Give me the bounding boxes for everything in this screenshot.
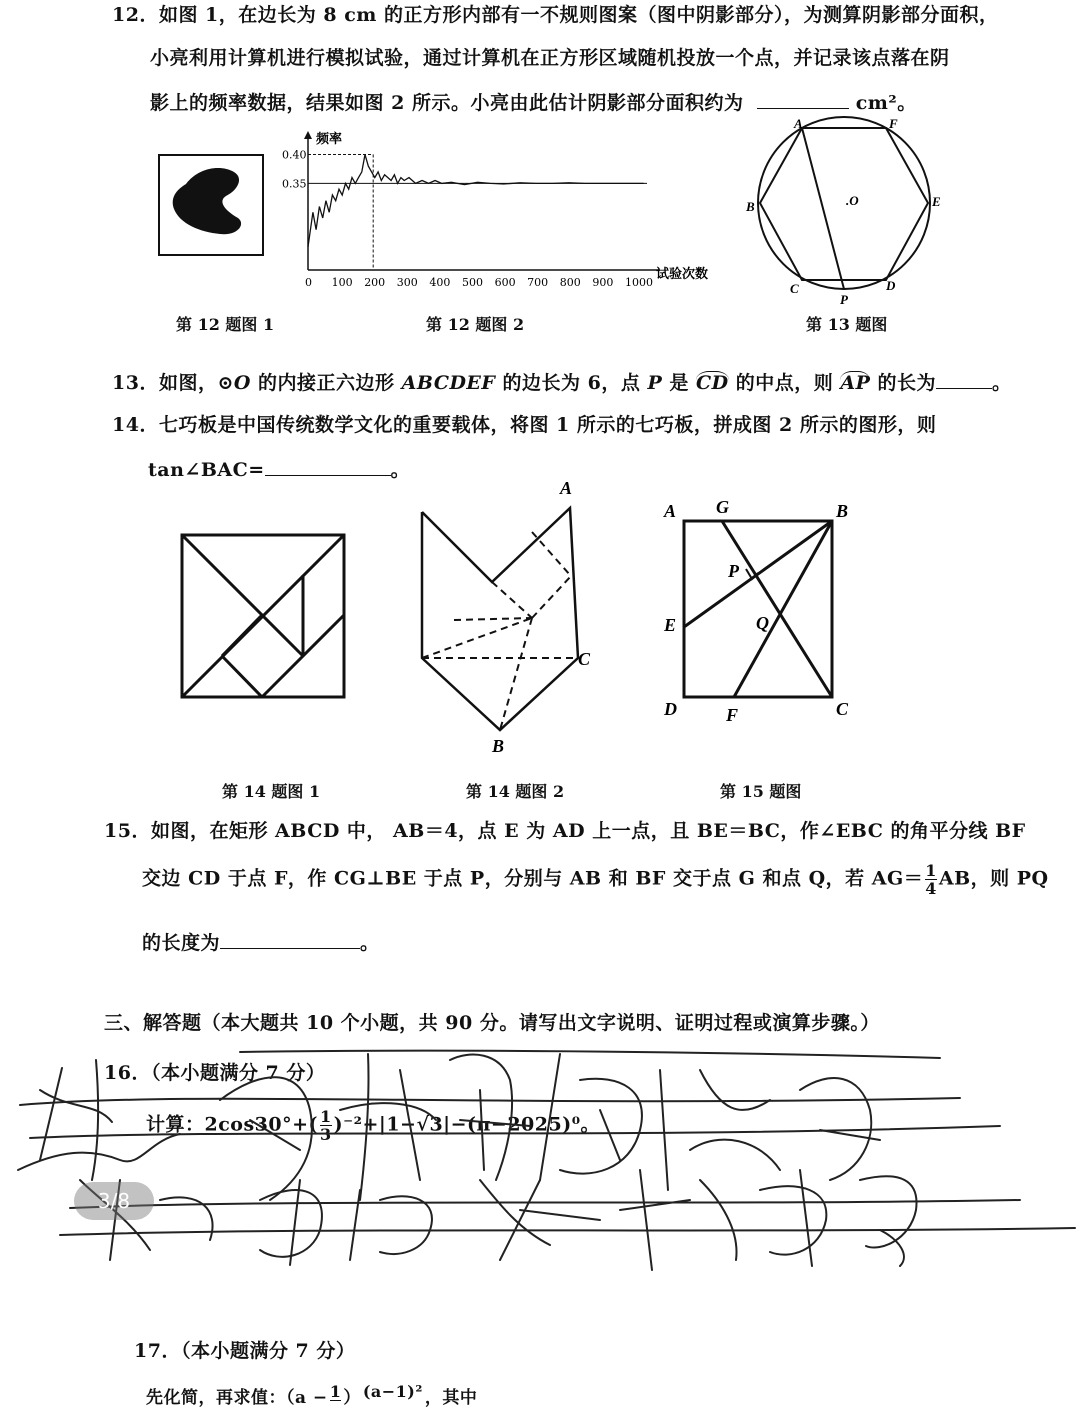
label-C: C [578, 649, 591, 669]
x-tick-label: 300 [396, 276, 418, 289]
y-axis-arrow [304, 131, 312, 139]
q17-partial: 先化简，再求值：（a − 1 ） (a−1)² ，其中 [146, 1382, 478, 1408]
label-P: P [728, 561, 739, 581]
q15-figure [660, 495, 860, 725]
frequency-series-line [308, 155, 644, 247]
caption-q12-fig1: 第 12 题图 1 [176, 315, 275, 334]
q15-line2: 交边 CD 于点 F，作 CG⊥BE 于点 P，分别与 AB 和 BF 交于点 G 和点 Q，若 AG＝ $\frac{1}{4}$ AB，则 PQ [142, 861, 1049, 898]
handwritten-scribble-overlay [0, 1030, 1080, 1270]
tangram-figure-2 [410, 470, 610, 755]
chart-title: 频率 [316, 132, 343, 147]
page-indicator-badge: 3/8 [74, 1182, 154, 1220]
label-B: B [492, 736, 505, 756]
label-P: P [840, 292, 848, 307]
label-C: C [836, 699, 849, 719]
x-tick-label: 0 [305, 276, 312, 289]
q12-line3: 影上的频率数据，结果如图 2 所示。小亮由此估计阴影部分面积约为 cm²。 [150, 92, 917, 114]
answer-blank-14[interactable] [265, 457, 391, 476]
q15-line1: 15．如图，在矩形 ABCD 中， AB＝4，点 E 为 AD 上一点，且 BE＝BC，作∠EBC 的角平分线 BF [104, 820, 1026, 842]
x-tick-label: 200 [364, 276, 386, 289]
x-tick-label: 600 [494, 276, 516, 289]
label-F: F [726, 705, 739, 725]
x-tick-label: 500 [461, 276, 483, 289]
caption-q14-fig1: 第 14 题图 1 [222, 782, 321, 801]
q16-expression: 计算：2cos30°+( $\frac{1}{3}$ )⁻²+|1−√3|−(π−2025)⁰。 [146, 1107, 601, 1144]
caption-q14-fig2: 第 14 题图 2 [466, 782, 565, 801]
label-A: A [560, 478, 573, 498]
answer-blank-12[interactable] [757, 90, 849, 109]
section3-title: 三、解答题（本大题共 10 个小题，共 90 分。请写出文字说明、证明过程或演算步骤。） [104, 1012, 880, 1034]
caption-q15: 第 15 题图 [720, 782, 802, 801]
label-E: E [664, 615, 677, 635]
frequency-chart [282, 125, 730, 290]
label-Q: Q [756, 613, 769, 633]
x-tick-label: 1000 [624, 276, 653, 289]
q12-figure-1 [158, 154, 264, 256]
label-F: F [889, 116, 898, 131]
q12-line2: 小亮利用计算机进行模拟试验，通过计算机在正方形区域随机投放一个点，并记录该点落在阴 [150, 47, 950, 69]
label-A: A [664, 501, 677, 521]
label-E: E [932, 194, 941, 209]
q15-line3: 的长度为 。 [142, 932, 380, 954]
x-tick-label: 400 [429, 276, 451, 289]
q13-text: 13．如图，⊙O 的内接正六边形 ABCDEF 的边长为 6，点 P 是 CD 的中点，则 AP 的长为 。 [112, 372, 1012, 394]
caption-q12-fig2: 第 12 题图 2 [426, 315, 525, 334]
label-D: D [886, 278, 896, 293]
x-tick-label: 900 [592, 276, 614, 289]
q14-line1: 14．七巧板是中国传统数学文化的重要载体，将图 1 所示的七巧板，拼成图 2 所示的图形，则 [112, 414, 937, 436]
x-tick-label: 800 [559, 276, 581, 289]
q17-heading: 17．（本小题满分 7 分） [134, 1340, 356, 1362]
label-B: B [746, 199, 755, 214]
label-G: G [716, 497, 729, 517]
q16-heading: 16．（本小题满分 7 分） [104, 1062, 326, 1084]
q12-line1: 12．如图 1，在边长为 8 cm 的正方形内部有一不规则图案（图中阴影部分），为测算阴影部分面积， [112, 4, 999, 26]
caption-q13: 第 13 题图 [806, 315, 888, 334]
label-B: B [836, 501, 849, 521]
q13-figure [740, 112, 950, 312]
answer-blank-13[interactable] [936, 370, 992, 389]
y-tick-label: 0.35 [282, 177, 307, 191]
y-tick-label: 0.40 [282, 148, 307, 162]
label-O: .O [846, 193, 859, 208]
chart-xlabel: 试验次数 [656, 267, 709, 282]
label-C: C [790, 281, 799, 296]
q14-line2: tan∠BAC= 。 [148, 459, 411, 481]
answer-blank-15[interactable] [220, 930, 360, 949]
tangram-figure-1 [180, 533, 346, 699]
label-D: D [664, 699, 677, 719]
x-tick-label: 100 [331, 276, 353, 289]
x-tick-label: 700 [527, 276, 549, 289]
label-A: A [794, 116, 803, 131]
